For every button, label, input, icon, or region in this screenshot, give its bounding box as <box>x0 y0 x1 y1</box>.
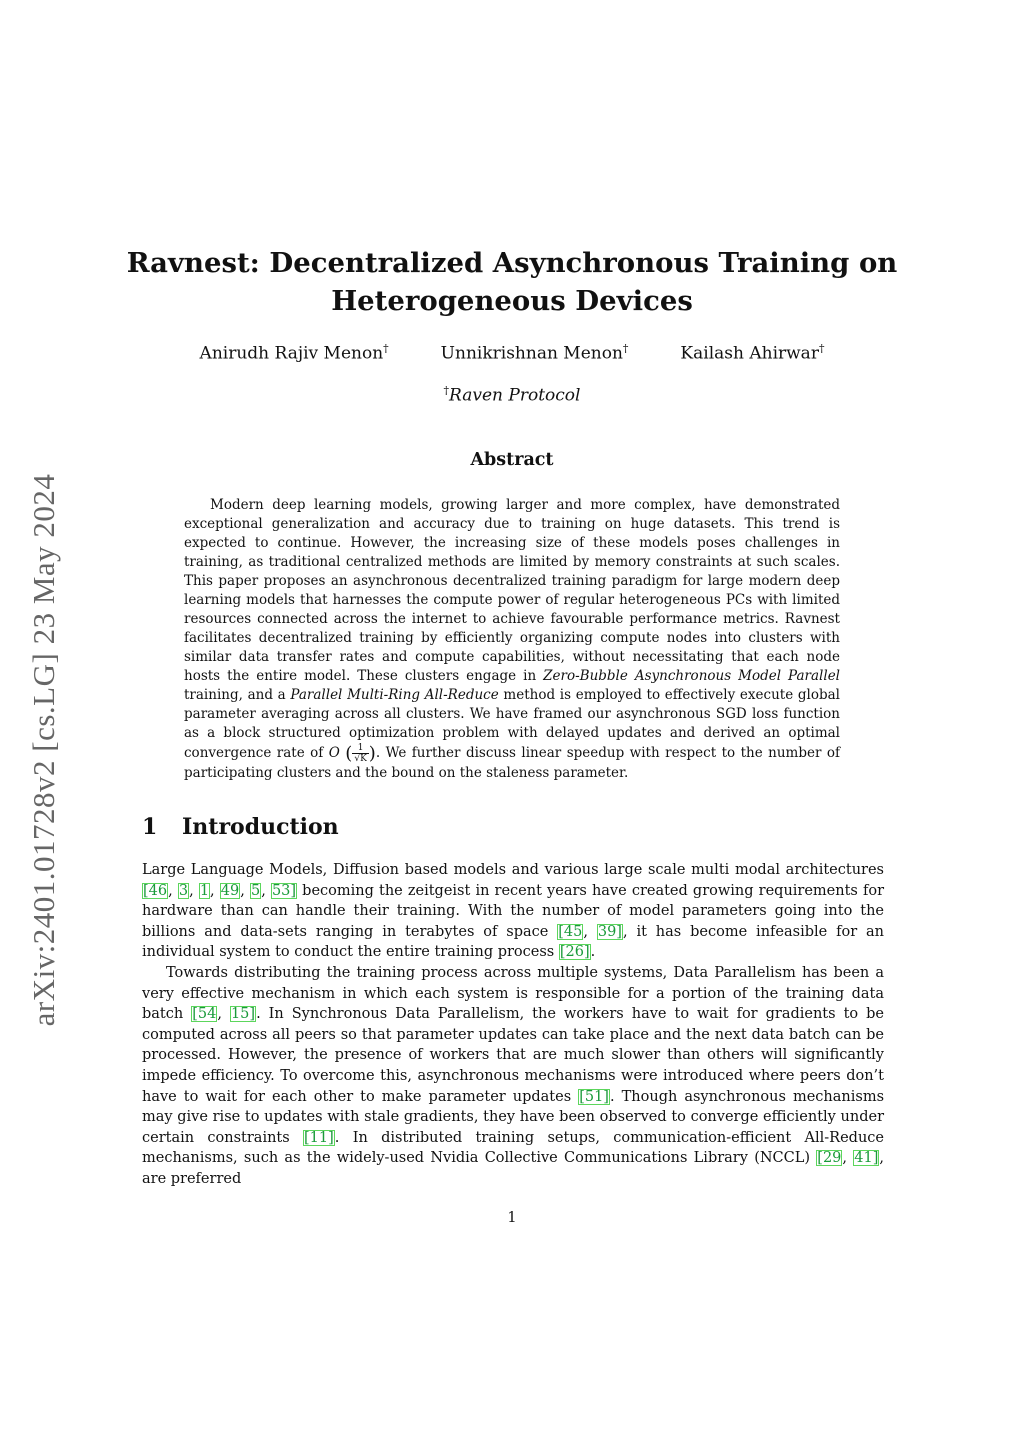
paragraph: Towards distributing the training process across multiple systems, Data Parallelism has been a very effective mechanism in which each system is responsible for a portion of the training data batch [54, 15]. In Synchronous Data Parallelism, the workers have to wait for gradients to be computed across all peers so that parameter updates can take place and the next data batch can be processed. However, the presence of workers that are much slower than others will significantly impede efficiency. To overcome this, asynchronous mechanisms were introduced where peers don’t have to wait for each other to make parameter updates [51]. Though asynchronous mechanisms may give rise to updates with stale gradients, they have been observed to converge efficiently under certain constraints [11]. In distributed training setups, communication-efficient All-Reduce mechanisms, such as the widely-used Nvidia Collective Communications Library (NCCL) [29, 41], are preferred <box>142 964 885 1187</box>
arxiv-id-text: arXiv:2401.01728v2 [cs.LG] 23 May 2024 <box>26 473 61 1027</box>
author <box>200 342 389 364</box>
section-body <box>142 860 884 1190</box>
citation-link[interactable]: [26] <box>559 944 590 961</box>
text-segment: , it has become infeasible for an individual system to conduct the entire training process <box>142 923 884 961</box>
abstract-segment: Modern deep learning models, growing larger and more complex, have demonstrated exceptional generalization and accuracy due to training on huge datasets. This trend is expected to continue. However, the increasing size of these models poses challenges in training, as traditional centralized methods are limited by memory constraints at such scales. This paper proposes an asynchronous decentralized training paradigm for large modern deep learning models that harnesses the compute power of regular heterogeneous PCs with limited resources connected across the internet to achieve favourable performance metrics. Ravnest facilitates decentralized training by efficiently organizing compute nodes into clusters with similar data transfer rates and compute capabilities, without necessitating that each node hosts the entire model. These clusters engage in <box>184 497 840 684</box>
convergence-fraction <box>352 743 368 764</box>
affiliation <box>0 384 1024 406</box>
text-segment: Large Language Models, Diffusion based models and various large scale multi modal architectures <box>142 862 884 878</box>
arxiv-identifier <box>14 440 74 1060</box>
abstract-emphasis: Parallel Multi-Ring All-Reduce <box>290 687 499 703</box>
fraction-numerator: 1 <box>352 743 368 754</box>
author <box>680 342 824 364</box>
text-segment: . In distributed training setups, communication-efficient All-Reduce mechanisms, such as the widely-used Nvidia Collective Communications Library (NCCL) <box>142 1129 884 1167</box>
paper-title <box>100 244 924 320</box>
citation-link[interactable]: 5 <box>250 882 261 899</box>
citation-link[interactable]: 3 <box>178 882 189 899</box>
abstract-heading: Abstract <box>470 450 554 470</box>
citation-link[interactable]: [46 <box>143 882 168 899</box>
abstract-segment: training, and a <box>184 687 291 703</box>
author <box>441 342 629 364</box>
fraction-denominator: √K <box>354 754 367 764</box>
citation-link[interactable]: [45 <box>558 923 583 940</box>
text-segment: becoming the zeitgeist in recent years have created growing requirements for hardware than can handle their training. With the number of model parameters going into the billions and data-sets ranging in terabytes of space <box>142 882 885 940</box>
affiliation-mark: † <box>443 384 450 397</box>
citation-link[interactable]: 53] <box>271 882 297 899</box>
citation-link[interactable]: 39] <box>597 923 622 940</box>
citation-link[interactable]: [29 <box>817 1150 842 1167</box>
paragraph: Large Language Models, Diffusion based models and various large scale multi modal architectures [46, 3, 1, 49, 5, 53] becoming the zeitgeist in recent years have created growing requirements for hardware than can handle their training. With the number of model parameters going into the billions and data-sets ranging in terabytes of space [45, 39], it has become infeasible for an individual system to conduct the entire training process [26]. <box>142 862 885 961</box>
paren-close: ) <box>368 743 376 764</box>
affiliation-mark: † <box>622 342 629 355</box>
abstract-emphasis: Zero-Bubble Asynchronous Model Parallel <box>543 668 840 684</box>
citation-link[interactable]: 49 <box>220 882 240 899</box>
author-name: Kailash Ahirwar <box>680 343 819 364</box>
citation-link[interactable]: [54 <box>192 1006 217 1023</box>
affiliation-mark: † <box>818 342 825 355</box>
abstract-segment: . We further discuss linear speedup with respect to the number of participating clusters and the bound on the staleness parameter. <box>184 745 841 781</box>
abstract-text <box>184 496 840 783</box>
text-segment: , are preferred <box>142 1150 884 1187</box>
author-name: Anirudh Rajiv Menon <box>199 343 384 364</box>
text-segment: . <box>590 944 596 961</box>
paren-open: ( <box>345 743 353 764</box>
citation-link[interactable]: 1 <box>199 882 210 899</box>
citation-link[interactable]: [51] <box>579 1088 609 1105</box>
text-segment: . Though asynchronous mechanisms may give rise to updates with stale gradients, they have been observed to converge efficiently under certain constraints <box>142 1088 885 1146</box>
citation-link[interactable]: 41] <box>854 1150 879 1167</box>
affiliation-name: Raven Protocol <box>449 385 581 406</box>
citation-link[interactable]: [11] <box>304 1129 334 1146</box>
abstract-segment: method is employed to effectively execute global parameter averaging across all clusters. We have framed our asynchronous SGD loss function as a block structured optimization problem with delayed updates and derived an optimal convergence rate of <box>184 687 840 761</box>
rate-symbol: O <box>328 745 340 761</box>
section-heading <box>142 814 339 840</box>
section-number: 1 <box>142 814 158 840</box>
section-title: Introduction <box>182 814 339 840</box>
author-name: Unnikrishnan Menon <box>440 343 623 364</box>
affiliation-mark: † <box>383 342 389 355</box>
author-list <box>140 342 884 364</box>
text-segment: Towards distributing the training process across multiple systems, Data Parallelism has been a very effective mechanism in which each system is responsible for a portion of the training data batch <box>142 964 884 1023</box>
text-segment: . In Synchronous Data Parallelism, the workers have to wait for gradients to be computed across all peers so that parameter updates can take place and the next data batch can be processed. However, the presence of workers that are much slower than others will significantly impede efficiency. To overcome this, asynchronous mechanisms were introduced where peers don’t have to wait for each other to make parameter updates <box>142 1006 884 1105</box>
citation-link[interactable]: 15] <box>230 1006 256 1023</box>
title-line-2: Heterogeneous Devices <box>331 285 693 317</box>
title-line-1: Ravnest: Decentralized Asynchronous Training on <box>126 247 898 279</box>
page-number: 1 <box>507 1210 517 1226</box>
